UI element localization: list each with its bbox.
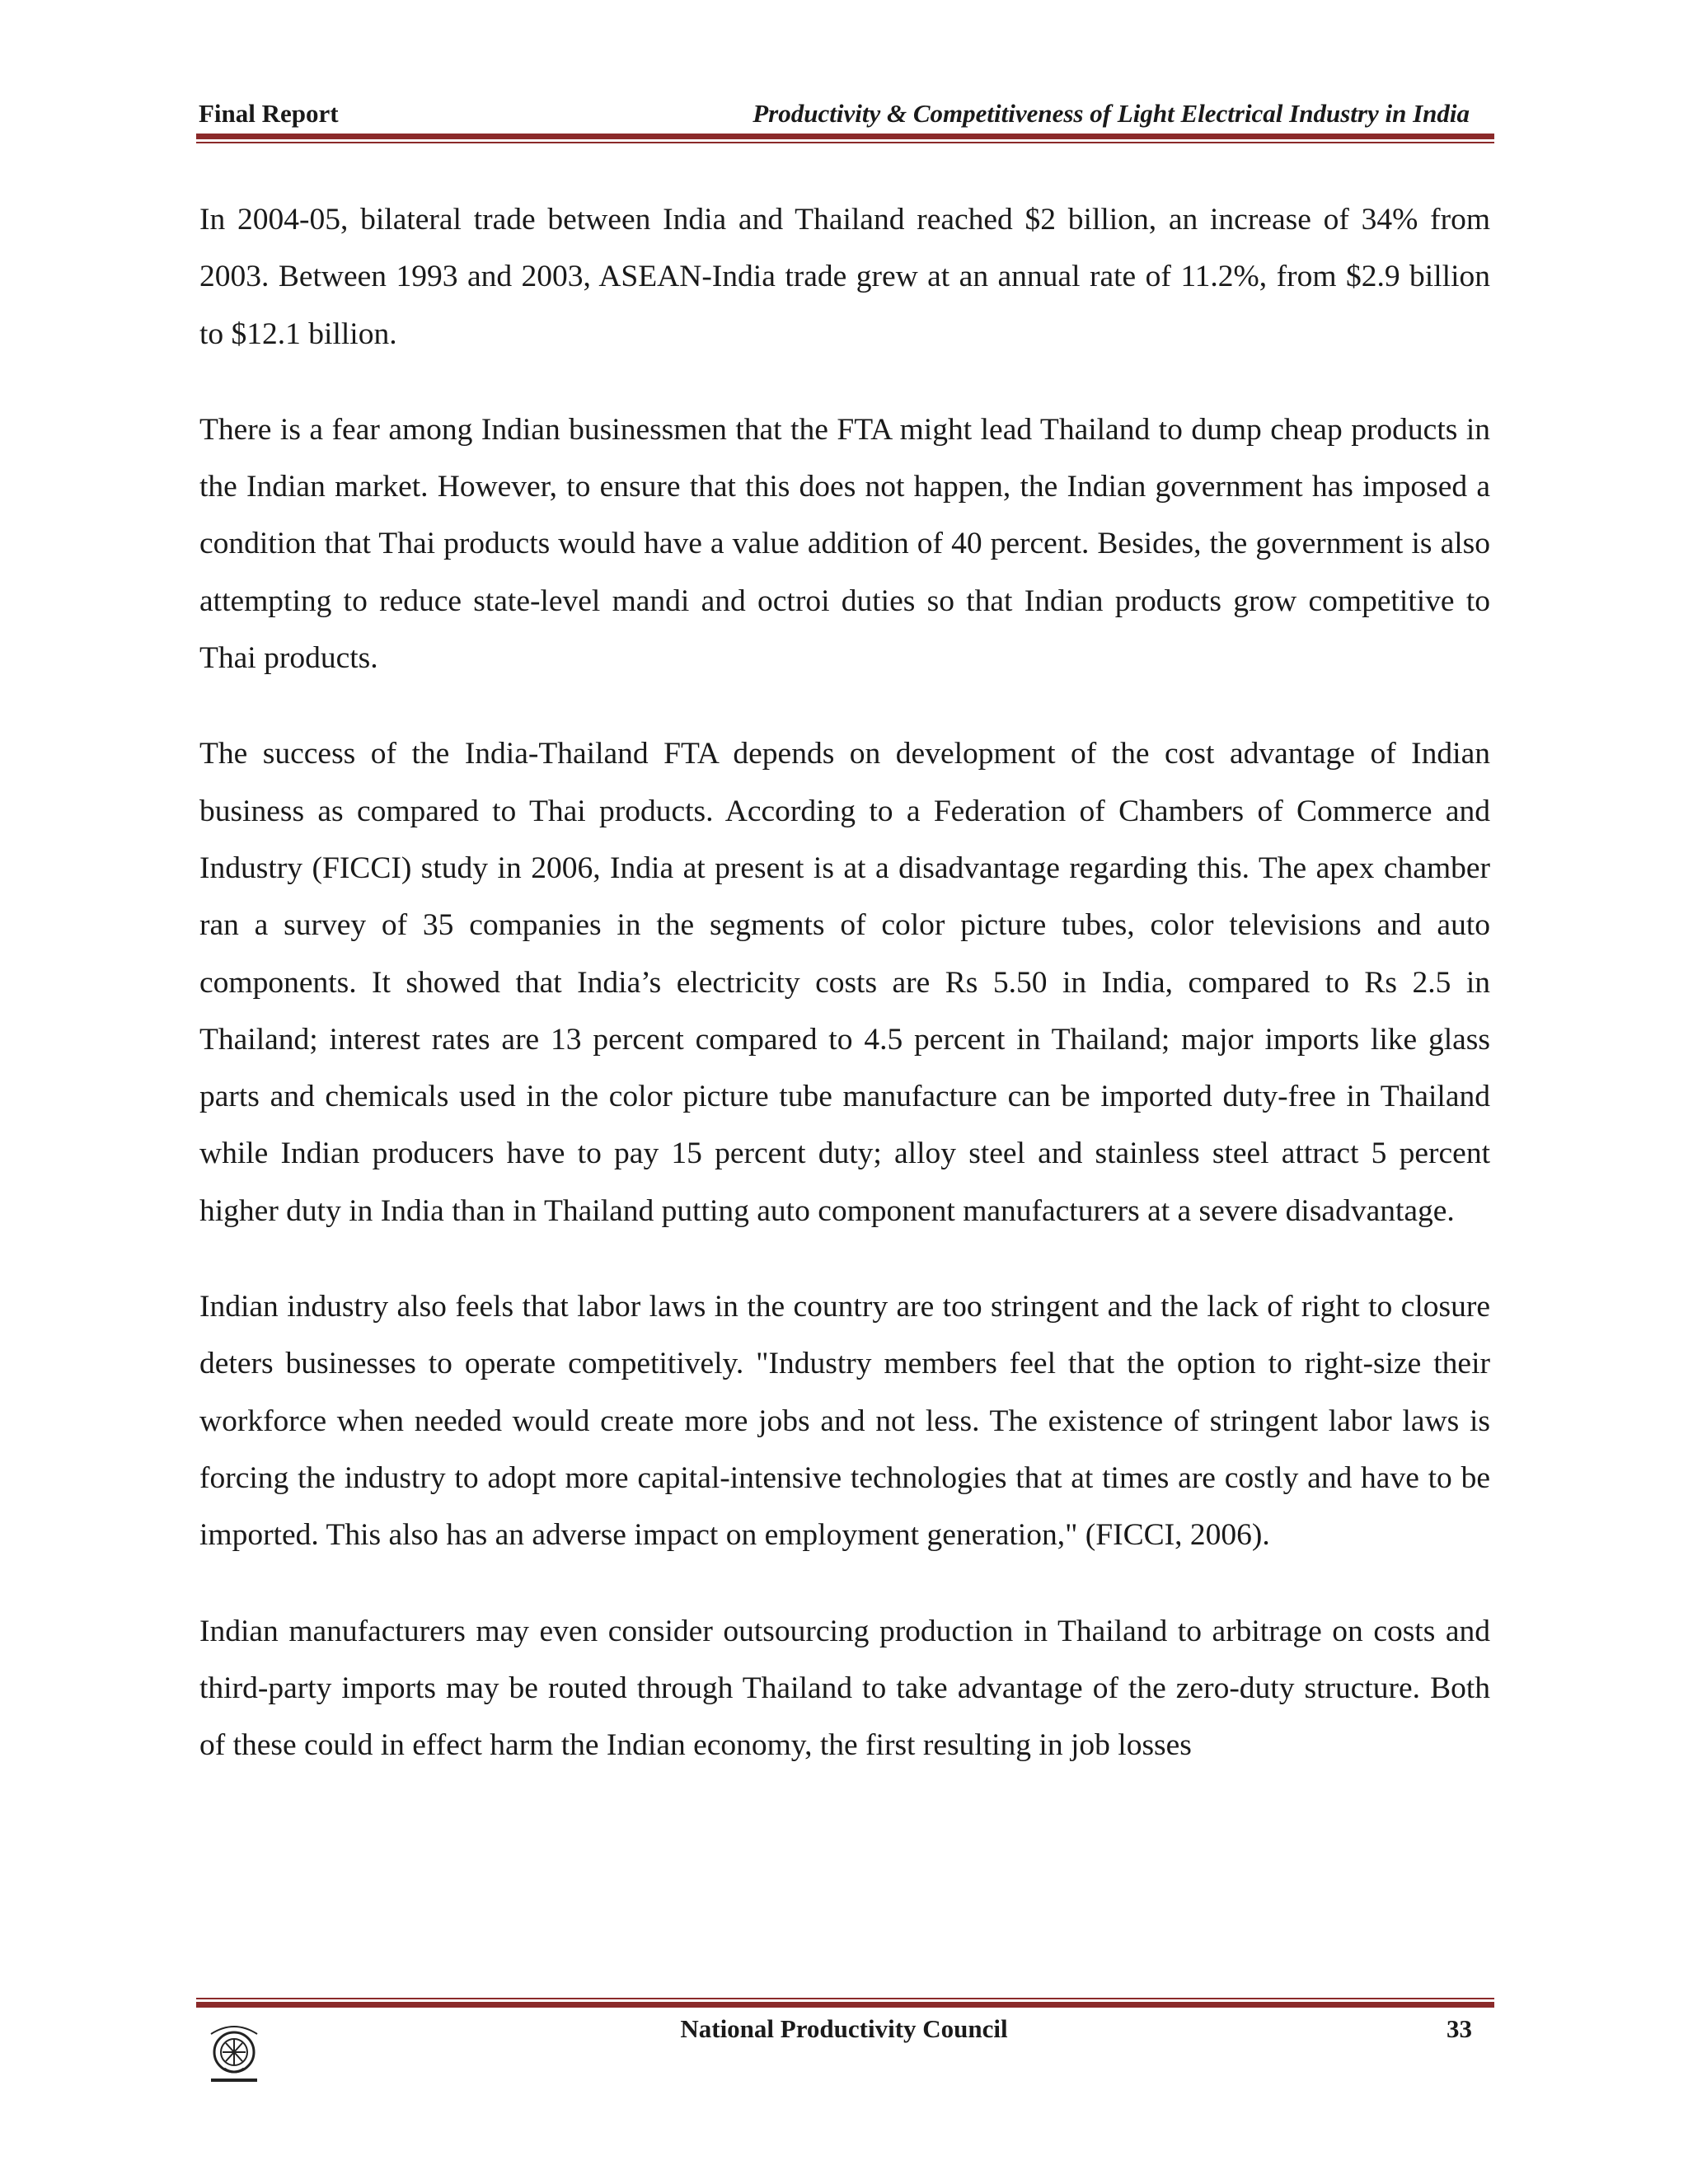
footer-organization: National Productivity Council — [680, 2014, 1008, 2043]
page-header — [199, 97, 1493, 130]
footer-rule-thick — [196, 2002, 1494, 2008]
body-content — [199, 191, 1490, 1812]
footer-rule-thin — [196, 1998, 1494, 1999]
paragraph-1: In 2004-05, bilateral trade between India and Thailand reached $2 billion, an increase of 34% from 2003. Between 1993 and 2003, ASEAN-India trade grew at an annual rate of 11.2%, from $2.9 billion to $12.1 billion. — [199, 203, 1490, 351]
paragraph-2: There is a fear among Indian businessmen that the FTA might lead Thailand to dump cheap products in the Indian market. However, to ensure that this does not happen, the Indian government has imposed a condition that Thai products would have a value addition of 40 percent. Besides, the government is also attempting to reduce state-level mandi and octroi duties so that Indian products grow competitive to Thai products. — [199, 412, 1490, 676]
header-report-label: Final Report — [199, 99, 339, 128]
page-number: 33 — [1447, 2014, 1472, 2043]
header-document-title: Productivity & Competitiveness of Light Electrical Industry in India — [753, 99, 1470, 128]
header-rule-thick — [196, 134, 1494, 139]
paragraph-5: Indian manufacturers may even consider outsourcing production in Thailand to arbitrage on costs and third-party imports may be routed through Thailand to take advantage of the zero-duty structure. Both of these could in effect harm the Indian economy, the first resulting in job losses — [199, 1614, 1490, 1763]
header-rule-thin — [196, 142, 1494, 143]
paragraph-3: The success of the India-Thailand FTA depends on development of the cost advantage of Indian business as compared to Thai products. According to a Federation of Chambers of Commerce and Industry (FICCI) study in 2006, India at present is at a disadvantage regarding this. The apex chamber ran a survey of 35 companies in the segments of color picture tubes, color televisions and auto components. It showed that India’s electricity costs are Rs 5.50 in India, compared to Rs 2.5 in Thailand; interest rates are 13 percent compared to 4.5 percent in Thailand; major imports like glass parts and chemicals used in the color picture tube manufacture can be imported duty-free in Thailand while Indian producers have to pay 15 percent duty; alloy steel and stainless steel attract 5 percent higher duty in India than in Thailand putting auto component manufacturers at a severe disadvantage. — [199, 737, 1490, 1228]
paragraph-4: Indian industry also feels that labor laws in the country are too stringent and the lack of right to closure deters businesses to operate competitively. "Industry members feel that the option to right-size their workforce when needed would create more jobs and not less. The existence of stringent labor laws is forcing the industry to adopt more capital-intensive technologies that at times are costly and have to be imported. This also has an adverse impact on employment generation," (FICCI, 2006). — [199, 1290, 1490, 1553]
